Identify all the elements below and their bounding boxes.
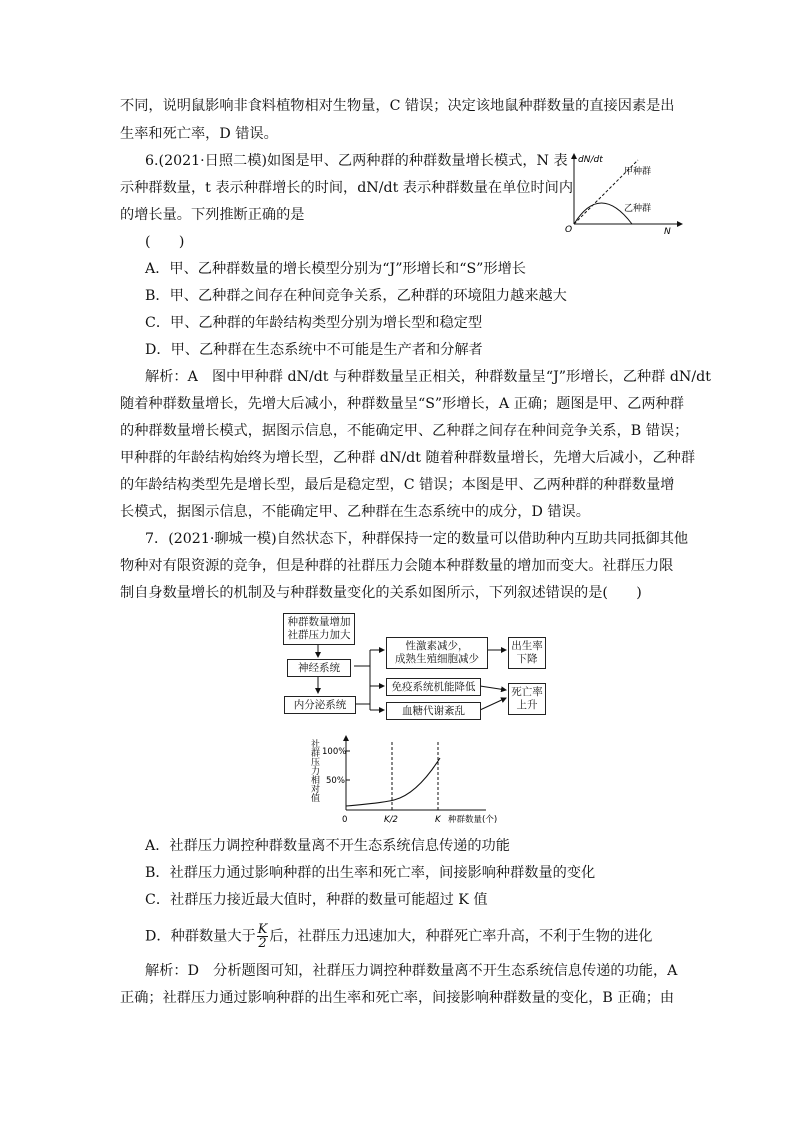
q6-analysis-line-5: 的年龄结构类型先是增长型，最后是稳定型，C 错误；本图是甲、乙两种群的种群数量增 <box>120 477 675 493</box>
flow-box-immune-system: 免疫系统机能降低 <box>386 678 481 696</box>
q6-option-c: C．甲、乙种群的年龄结构类型分别为增长型和稳定型 <box>145 315 483 331</box>
q6-option-a: A．甲、乙种群数量的增长模型分别为“J”形增长和“S”形增长 <box>145 261 526 277</box>
flow-box-population-increase: 种群数量增加 社群压力加大 <box>283 613 355 645</box>
q7-option-c: C．社群压力接近最大值时，种群的数量可能超过 K 值 <box>145 892 488 908</box>
q6-growth-chart <box>560 148 690 238</box>
intro-line-2: 生率和死亡率，D 错误。 <box>120 126 278 142</box>
q6-stem-line-3: 的增长量。下列推断正确的是 <box>120 207 305 223</box>
flow-box-endocrine-system: 内分泌系统 <box>284 696 356 714</box>
q7-option-a: A．社群压力调控种群数量离不开生态系统信息传递的功能 <box>145 838 510 854</box>
q7-option-d <box>145 923 653 950</box>
q7-chart-y100: 100% <box>322 747 347 757</box>
q6-series-yi-label: 乙种群 <box>624 204 652 214</box>
pressure-curve <box>346 758 440 806</box>
q6-analysis-line-6: 长模式，据图示信息，不能确定甲、乙种群在生态系统中的成分，D 错误。 <box>120 504 590 520</box>
q7-chart-k-half: K/2 <box>384 815 398 825</box>
q6-chart-xlabel: N <box>664 227 671 237</box>
q7-chart-xlabel: 种群数量(个) <box>448 815 498 825</box>
q6-analysis-line-2: 随着种群数量增长，先增大后减小，种群数量呈“S”形增长，A 正确；题图是甲、乙两种群 <box>120 396 684 412</box>
q6-chart-origin: O <box>565 225 573 235</box>
q7-stem-line-3: 制自身数量增长的机制及与种群数量变化的关系如图所示，下列叙述错误的是( ) <box>120 585 642 601</box>
q7-pressure-chart <box>300 730 530 830</box>
q6-analysis-line-3: 的种群数量增长模式，据图示信息，不能确定甲、乙种群之间存在种间竞争关系，B 错误； <box>120 423 689 439</box>
q7-analysis-line-2: 正确；社群压力通过影响种群的出生率和死亡率，间接影响种群数量的变化，B 正确；由 <box>120 990 675 1006</box>
k-over-2-fraction: $\frac{K}{2}$ <box>257 922 268 951</box>
q7-option-d-suffix: 后，社群压力迅速加大，种群死亡率升高，不利于生物的进化 <box>269 928 653 945</box>
q7-stem-line-2: 物种对有限资源的竞争，但是种群的社群压力会随本种群数量的增加而变大。社群压力限 <box>120 558 674 574</box>
q6-stem-line-1: 6.(2021·日照二模)如图是甲、乙两种群的种群数量增长模式，N 表 <box>145 153 568 169</box>
q7-chart-origin: 0 <box>342 815 348 825</box>
q7-chart-k: K <box>435 815 441 825</box>
q7-option-d-prefix: D．种群数量大于 <box>145 928 256 945</box>
q6-series-jia-label: 甲种群 <box>624 167 652 177</box>
q6-stem-line-2: 示种群数量，t 表示种群增长的时间，dN/dt 表示种群数量在单位时间内 <box>120 180 574 196</box>
q7-chart-y50: 50% <box>326 776 345 786</box>
q6-analysis-line-1: 解析：A 图中甲种群 dN/dt 与种群数量呈正相关，种群数量呈“J”形增长，乙种群 dN/dt <box>145 369 711 385</box>
flow-box-nervous-system: 神经系统 <box>287 659 351 677</box>
q6-chart-ylabel: dN/dt <box>578 155 603 165</box>
q6-analysis-line-4: 甲种群的年龄结构始终为增长型，乙种群 dN/dt 随着种群数量增长，先增大后减小，乙种群 <box>120 450 696 466</box>
flow-box-birth-rate: 出生率 下降 <box>508 637 546 669</box>
q7-chart-ylabel: 社群压力相对值 <box>309 739 319 802</box>
flow-box-sex-hormone: 性激素减少， 成熟生殖细胞减少 <box>386 637 488 669</box>
intro-line-1: 不同，说明鼠影响非食料植物相对生物量，C 错误；决定该地鼠种群数量的直接因素是出 <box>120 98 675 114</box>
flow-box-blood-sugar: 血糖代谢紊乱 <box>386 702 481 720</box>
q6-option-d: D．甲、乙种群在生态系统中不可能是生产者和分解者 <box>145 342 483 358</box>
flow-box-death-rate: 死亡率 上升 <box>508 683 546 715</box>
q7-stem-line-1: 7．(2021·聊城一模)自然状态下，种群保持一定的数量可以借助种内互助共同抵御其他 <box>145 531 689 547</box>
q7-option-b: B．社群压力通过影响种群的出生率和死亡率，间接影响种群数量的变化 <box>145 865 596 881</box>
q7-analysis-line-1: 解析：D 分析题图可知，社群压力调控种群数量离不开生态系统信息传递的功能，A <box>145 963 678 979</box>
q6-option-b: B．甲、乙种群之间存在种间竞争关系，乙种群的环境阻力越来越大 <box>145 288 567 304</box>
q6-answer-bracket: ( ) <box>145 234 185 250</box>
